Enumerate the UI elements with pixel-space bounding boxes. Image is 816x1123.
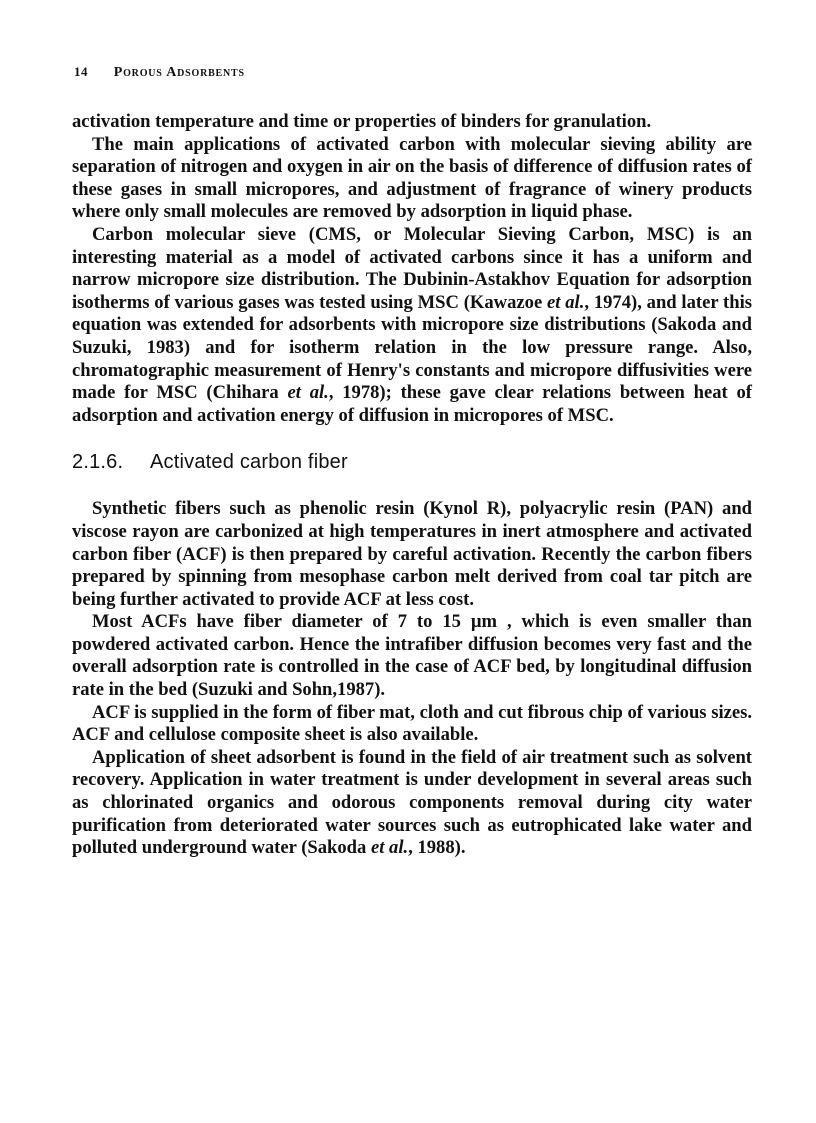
- section-title: Activated carbon fiber: [150, 451, 348, 474]
- section-number: 2.1.6.: [72, 451, 124, 474]
- et-al-italic: et al.: [287, 382, 329, 404]
- paragraph-text: Carbon molecular sieve (CMS, or Molecular Sieving Carbon, MSC) is an interesting material as a model of activated carbons since it has a uniform and narrow micropore size distribution. The Dubinin-Astakhov Equation for adsorption isotherms of various gases was tested using MSC (Kawazoe: [72, 223, 752, 313]
- paragraph-fiber-diameter: Most ACFs have fiber diameter of 7 to 15 µm , which is even smaller than powdered activated carbon. Hence the intrafiber diffusion becomes very fast and the overall adsorption rate is controlled in the case of ACF bed, by longitudinal diffusion rate in the bed (Suzuki and Sohn,1987).: [72, 611, 752, 701]
- page-number: 14: [74, 64, 88, 79]
- paragraph-sheet-application: [72, 747, 752, 860]
- et-al-italic: et al.: [370, 837, 409, 859]
- continued-paragraph: activation temperature and time or properties of binders for granulation.: [72, 111, 652, 132]
- paragraph-molecular-sieving: The main applications of activated carbon with molecular sieving ability are separation of nitrogen and oxygen in air on the basis of difference of diffusion rates of these gases in small micropores, and adjustment of fragrance of winery products where only small molecules are removed by adsorption in liquid phase.: [72, 133, 752, 223]
- paragraph-text: Application of sheet adsorbent is found in the field of air treatment such as solvent recovery. Application in water treatment is under development in several areas such as chlorinated organics and odorous components removal during city water purification from deteriorated water sources such as eutrophicated lake water and polluted underground water (Sakoda: [72, 746, 752, 859]
- et-al-italic: et al.: [547, 291, 585, 313]
- paragraph-cms: [72, 224, 752, 427]
- book-page: [72, 64, 752, 860]
- paragraph-acf-supply: ACF is supplied in the form of fiber mat, cloth and cut fibrous chip of various sizes. ACF and cellulose composite sheet is also available.: [72, 701, 752, 746]
- paragraph-synthetic-fibers: Synthetic fibers such as phenolic resin (Kynol R), polyacrylic resin (PAN) and viscose rayon are carbonized at high temperatures in inert atmosphere and activated carbon fiber (ACF) is then prepared by careful activation. Recently the carbon fibers prepared by spinning from mesophase carbon melt derived from coal tar pitch are being further activated to provide ACF at less cost.: [72, 498, 752, 610]
- section-heading: [72, 451, 752, 474]
- paragraph-text: , 1974), and later this equation was extended for adsorbents with micropore size distributions (Sakoda and Suzuki, 1983) and for isotherm relation in the low pressure range. Also, chromatographic measurement of Henry's constants and micropore diffusivities were made for MSC (Chihara: [72, 291, 752, 404]
- running-header: [74, 64, 752, 81]
- paragraph-text: , 1978); these gave clear relations between heat of adsorption and activation energy of diffusion in micropores of MSC.: [72, 382, 752, 426]
- section-body: [72, 498, 752, 860]
- paragraph-text: , 1988).: [408, 837, 466, 859]
- running-title: Porous Adsorbents: [113, 65, 245, 80]
